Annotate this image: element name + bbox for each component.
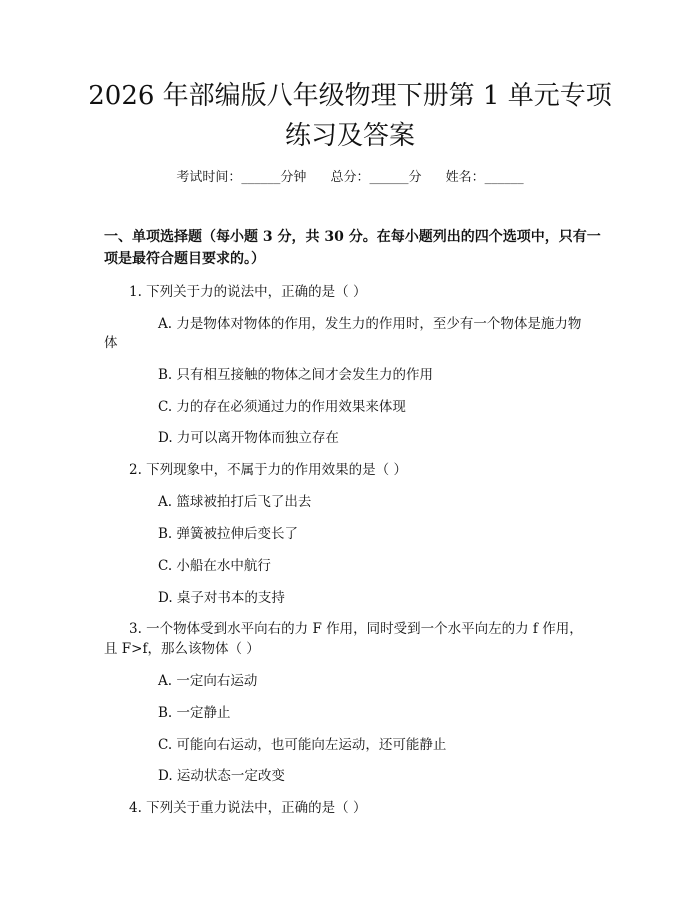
question-2-option-a: A. 篮球被拍打后飞了出去 <box>158 494 312 510</box>
question-1-option-a: A. 力是物体对物体的作用，发生力的作用时，至少有一个物体是施力物 <box>158 316 582 332</box>
question-1-option-b: B. 只有相互接触的物体之间才会发生力的作用 <box>158 367 434 383</box>
question-2-option-d: D. 桌子对书本的支持 <box>158 590 285 606</box>
student-name: 姓名：______ <box>445 170 524 185</box>
question-3-option-c: C. 可能向右运动，也可能向左运动，还可能静止 <box>158 737 447 753</box>
question-3-stem-wrap: 且 F>f，那么该物体（ ） <box>104 641 260 657</box>
question-4-stem: 4. 下列关于重力说法中，正确的是（ ） <box>129 800 367 816</box>
question-3-option-d: D. 运动状态一定改变 <box>158 768 285 784</box>
question-1-option-d: D. 力可以离开物体而独立存在 <box>158 430 339 446</box>
question-2-option-b: B. 弹簧被拉伸后变长了 <box>158 526 299 542</box>
section-heading: 一、单项选择题（每小题 3 分，共 30 分。在每小题列出的四个选项中，只有一项是最符合题目要求的。） <box>104 229 601 267</box>
question-3-option-b: B. 一定静止 <box>158 705 231 721</box>
exam-meta <box>0 168 700 188</box>
title-line-1: 2026 年部编版八年级物理下册第 1 单元专项 <box>88 81 612 111</box>
question-2-stem: 2. 下列现象中，不属于力的作用效果的是（ ） <box>129 462 407 478</box>
exam-score: 总分：______分 <box>330 170 422 185</box>
title-line-2: 练习及答案 <box>284 121 415 151</box>
question-3-option-a: A. 一定向右运动 <box>158 673 258 689</box>
question-1-option-a-wrap: 体 <box>104 335 118 351</box>
question-1-stem: 1. 下列关于力的说法中，正确的是（ ） <box>129 284 367 300</box>
page-title <box>60 76 640 156</box>
exam-time: 考试时间：______分钟 <box>176 170 307 185</box>
question-3-stem: 3. 一个物体受到水平向右的力 F 作用，同时受到一个水平向左的力 f 作用， <box>129 621 583 637</box>
question-1-option-c: C. 力的存在必须通过力的作用效果来体现 <box>158 399 406 415</box>
question-2-option-c: C. 小船在水中航行 <box>158 558 271 574</box>
